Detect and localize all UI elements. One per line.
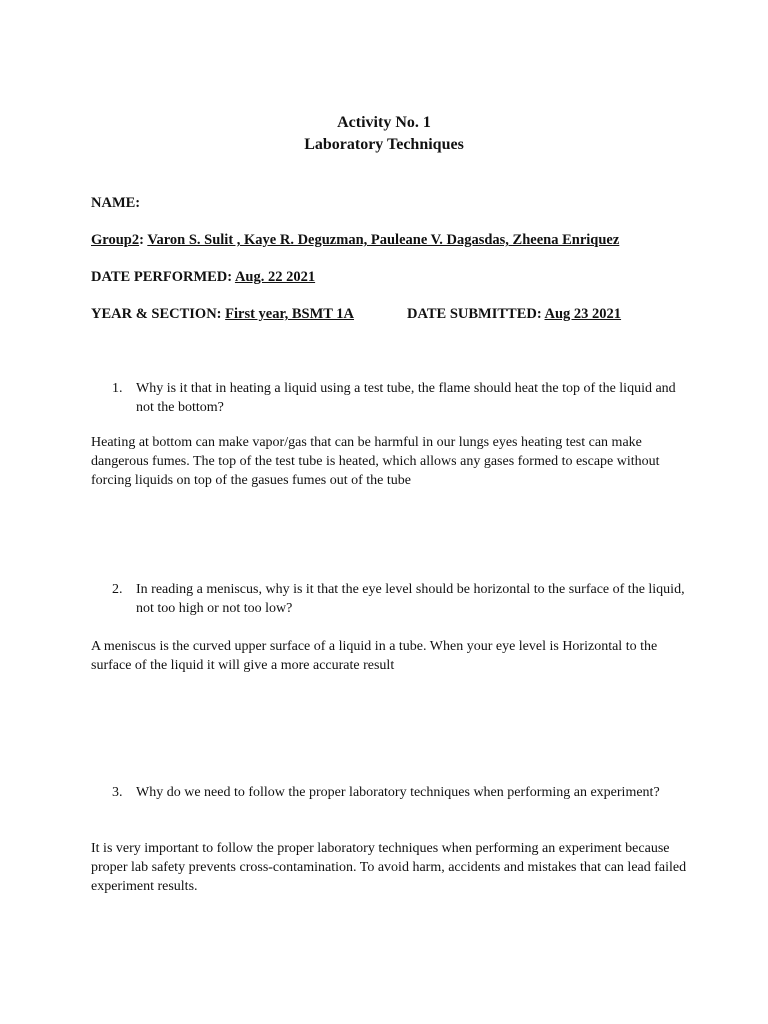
date-submitted-value: Aug 23 2021: [544, 306, 622, 322]
answer-3: It is very important to follow the proper laboratory techniques when performing an experiment because proper lab safety prevents cross-contamination. To avoid harm, accidents and mistakes that can lead failed experiment results.: [91, 841, 687, 894]
question-text: Why is it that in heating a liquid using a test tube, the flame should heat the top of the liquid and not the bottom?: [136, 381, 676, 415]
year-section-value: First year, BSMT 1A: [225, 306, 355, 322]
year-section-label: YEAR & SECTION:: [91, 306, 226, 322]
question-2: [112, 580, 692, 618]
name-field: [91, 194, 140, 212]
date-submitted-label: DATE SUBMITTED:: [407, 306, 545, 322]
date-submitted-field: [407, 305, 621, 323]
date-performed-field: [91, 268, 315, 286]
date-performed-label: DATE PERFORMED:: [91, 269, 235, 285]
year-section-field: [91, 305, 354, 323]
question-number: 3.: [112, 785, 123, 800]
activity-title: Activity No. 1: [337, 114, 431, 131]
group-label: Group2: [91, 232, 140, 248]
answer-1: Heating at bottom can make vapor/gas that can be harmful in our lungs eyes heating test can make dangerous fumes. The top of the test tube is heated, which allows any gases formed to escape without forcing liquids on top of the gasues fumes out of the tube: [91, 435, 660, 488]
answer-2: A meniscus is the curved upper surface of a liquid in a tube. When your eye level is Horizontal to the surface of the liquid it will give a more accurate result: [91, 639, 658, 673]
question-number: 2.: [112, 582, 123, 597]
group-members: Varon S. Sulit , Kaye R. Deguzman, Pauleane V. Dagasdas, Zheena Enriquez: [147, 232, 620, 248]
question-number: 1.: [112, 381, 123, 396]
question-1: [112, 379, 692, 417]
date-performed-value: Aug. 22 2021: [234, 269, 316, 285]
group-colon: :: [139, 232, 144, 248]
subject-title: Laboratory Techniques: [304, 136, 464, 153]
name-label: NAME:: [91, 195, 141, 211]
group-field: [91, 231, 619, 249]
question-3: [112, 783, 692, 802]
question-text: Why do we need to follow the proper laboratory techniques when performing an experiment?: [136, 785, 660, 800]
question-text: In reading a meniscus, why is it that the eye level should be horizontal to the surface of the liquid, not too high or not too low?: [136, 582, 685, 616]
